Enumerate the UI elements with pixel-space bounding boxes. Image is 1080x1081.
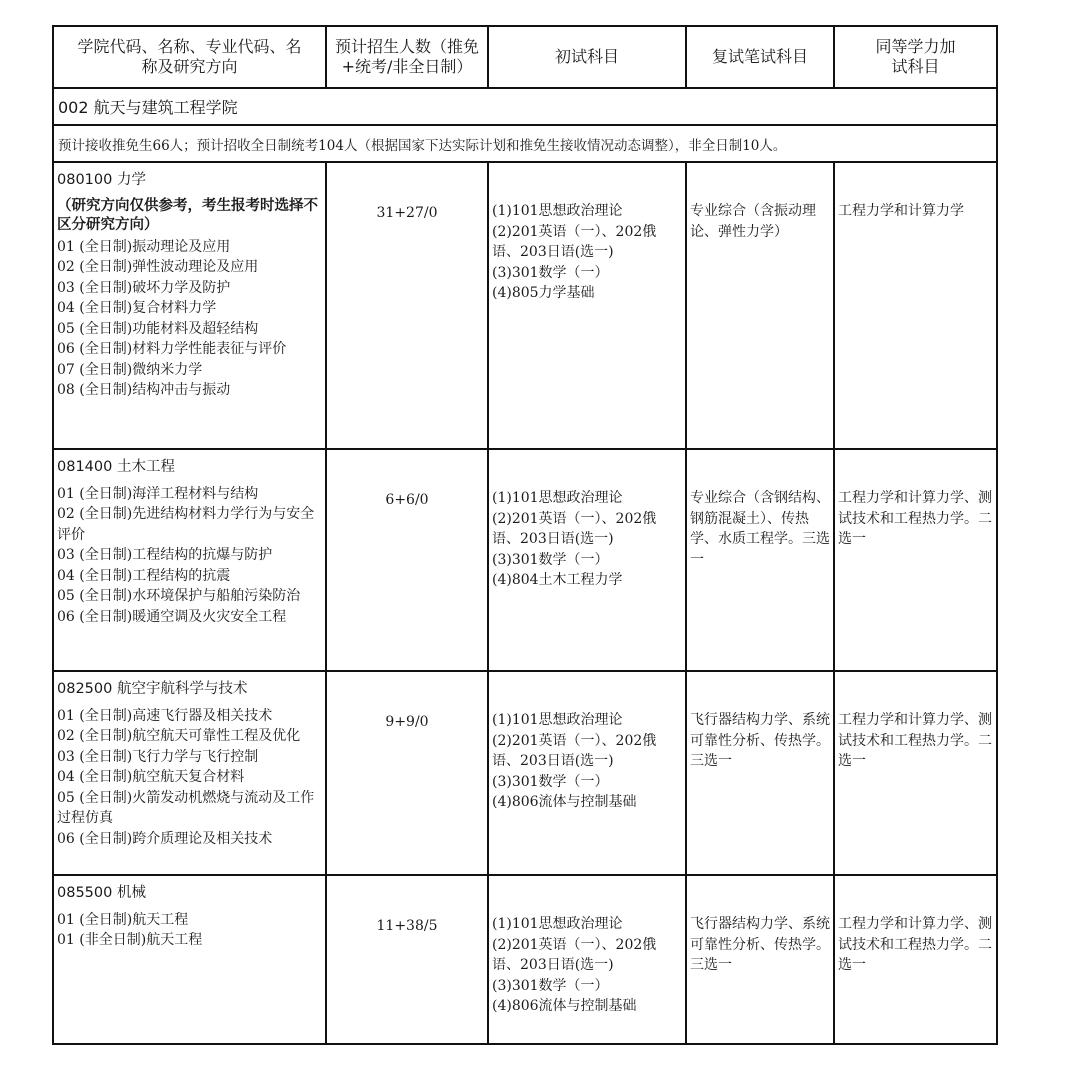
major-title: 080100 力学 — [57, 172, 146, 188]
direction-item: 01 (非全日制)航天工程 — [57, 932, 203, 948]
exam-subject: (4)805力学基础 — [492, 285, 595, 301]
exam-subject: (4)806流体与控制基础 — [492, 794, 637, 810]
direction-item: 01 (全日制)振动理论及应用 — [57, 238, 231, 255]
exam-subject: (3)301数学（一） — [492, 551, 609, 568]
exam-subject: (1)101思想政治理论 — [492, 203, 623, 219]
direction-item: 01 (全日制)高速飞行器及相关技术 — [57, 707, 273, 724]
header-col1: 学院代码、名称、专业代码、名称及研究方向 — [53, 26, 326, 88]
direction-item: 02 (全日制)航空航天可靠性工程及优化 — [57, 728, 301, 744]
header-col5: 同等学力加试科目 — [834, 26, 997, 88]
exam-subject: (2)201英语（一）、202俄语、203日语(选一) — [492, 936, 657, 973]
exam-subject: (4)804土木工程力学 — [492, 572, 623, 588]
table-row — [53, 875, 997, 1044]
major-notice: （研究方向仅供参考，考生报考时选择不区分研究方向） — [57, 197, 318, 233]
major-title: 082500 航空宇航科学与技术 — [57, 681, 248, 697]
enrollment-count: 6+6/0 — [385, 492, 429, 508]
direction-item: 03 (全日制)破坏力学及防护 — [57, 279, 231, 296]
direction-item: 07 (全日制)微纳米力学 — [57, 361, 203, 378]
direction-item: 03 (全日制)工程结构的抗爆与防护 — [57, 547, 273, 563]
major-title: 081400 土木工程 — [57, 459, 175, 475]
school-row — [53, 88, 997, 125]
direction-item: 01 (全日制)航天工程 — [57, 911, 189, 928]
retest-subjects: 专业综合（含钢结构、钢筋混凝土）、传热学、水质工程学。三选一 — [690, 490, 830, 568]
direction-item: 01 (全日制)海洋工程材料与结构 — [57, 485, 259, 502]
table-row — [53, 162, 997, 449]
header-row — [53, 26, 997, 88]
exam-subject: (2)201英语（一）、202俄语、203日语(选一) — [492, 732, 657, 769]
direction-item: 03 (全日制)飞行力学与飞行控制 — [57, 748, 259, 765]
direction-item: 04 (全日制)复合材料力学 — [57, 300, 217, 316]
exam-subject: (1)101思想政治理论 — [492, 916, 623, 932]
direction-item: 05 (全日制)火箭发动机燃烧与流动及工作过程仿真 — [57, 789, 315, 826]
exam-subject: (2)201英语（一）、202俄语、203日语(选一) — [492, 223, 657, 260]
enrollment-count: 11+38/5 — [376, 918, 438, 934]
table-row — [53, 671, 997, 875]
header-col4: 复试笔试科目 — [686, 26, 834, 88]
exam-subject: (2)201英语（一）、202俄语、203日语(选一) — [492, 510, 657, 547]
exam-subject: (4)806流体与控制基础 — [492, 998, 637, 1014]
header-col2: 预计招生人数（推免+统考/非全日制） — [326, 26, 488, 88]
retest-subjects: 专业综合（含振动理论、弹性力学） — [690, 203, 816, 240]
direction-item: 02 (全日制)先进结构材料力学行为与安全评价 — [57, 506, 315, 543]
direction-item: 08 (全日制)结构冲击与振动 — [57, 382, 231, 398]
extra-subjects: 工程力学和计算力学、测试技术和工程热力学。二选一 — [838, 490, 992, 547]
header-col3: 初试科目 — [488, 26, 686, 88]
exam-subject: (3)301数学（一） — [492, 773, 609, 790]
direction-item: 04 (全日制)航空航天复合材料 — [57, 769, 245, 785]
direction-item: 04 (全日制)工程结构的抗震 — [57, 567, 231, 584]
major-title: 085500 机械 — [57, 885, 146, 901]
enrollment-count: 9+9/0 — [385, 714, 429, 730]
exam-subject: (3)301数学（一） — [492, 264, 609, 281]
enrollment-count: 31+27/0 — [376, 205, 438, 221]
extra-subjects: 工程力学和计算力学、测试技术和工程热力学。二选一 — [838, 712, 992, 769]
direction-item: 02 (全日制)弹性波动理论及应用 — [57, 259, 259, 275]
retest-subjects: 飞行器结构力学、系统可靠性分析、传热学。三选一 — [690, 712, 830, 769]
direction-item: 06 (全日制)跨介质理论及相关技术 — [57, 830, 273, 847]
school-title: 002 航天与建筑工程学院 — [58, 98, 238, 117]
exam-subject: (1)101思想政治理论 — [492, 490, 623, 506]
note-row — [53, 125, 997, 162]
retest-subjects: 飞行器结构力学、系统可靠性分析、传热学。三选一 — [690, 916, 830, 973]
exam-subject: (1)101思想政治理论 — [492, 712, 623, 728]
direction-item: 06 (全日制)暖通空调及火灾安全工程 — [57, 608, 287, 625]
extra-subjects: 工程力学和计算力学、测试技术和工程热力学。二选一 — [838, 916, 992, 973]
exam-subject: (3)301数学（一） — [492, 977, 609, 994]
enrollment-table — [52, 25, 998, 1045]
enrollment-note: 预计接收推免生66人；预计招收全日制统考104人（根据国家下达实际计划和推免生接收情况动态调整），非全日制10人。 — [58, 137, 787, 154]
direction-item: 05 (全日制)功能材料及超轻结构 — [57, 320, 259, 337]
direction-item: 06 (全日制)材料力学性能表征与评价 — [57, 341, 287, 357]
extra-subjects: 工程力学和计算力学 — [838, 203, 964, 219]
direction-item: 05 (全日制)水环境保护与船舶污染防治 — [57, 588, 301, 604]
table-row — [53, 449, 997, 671]
